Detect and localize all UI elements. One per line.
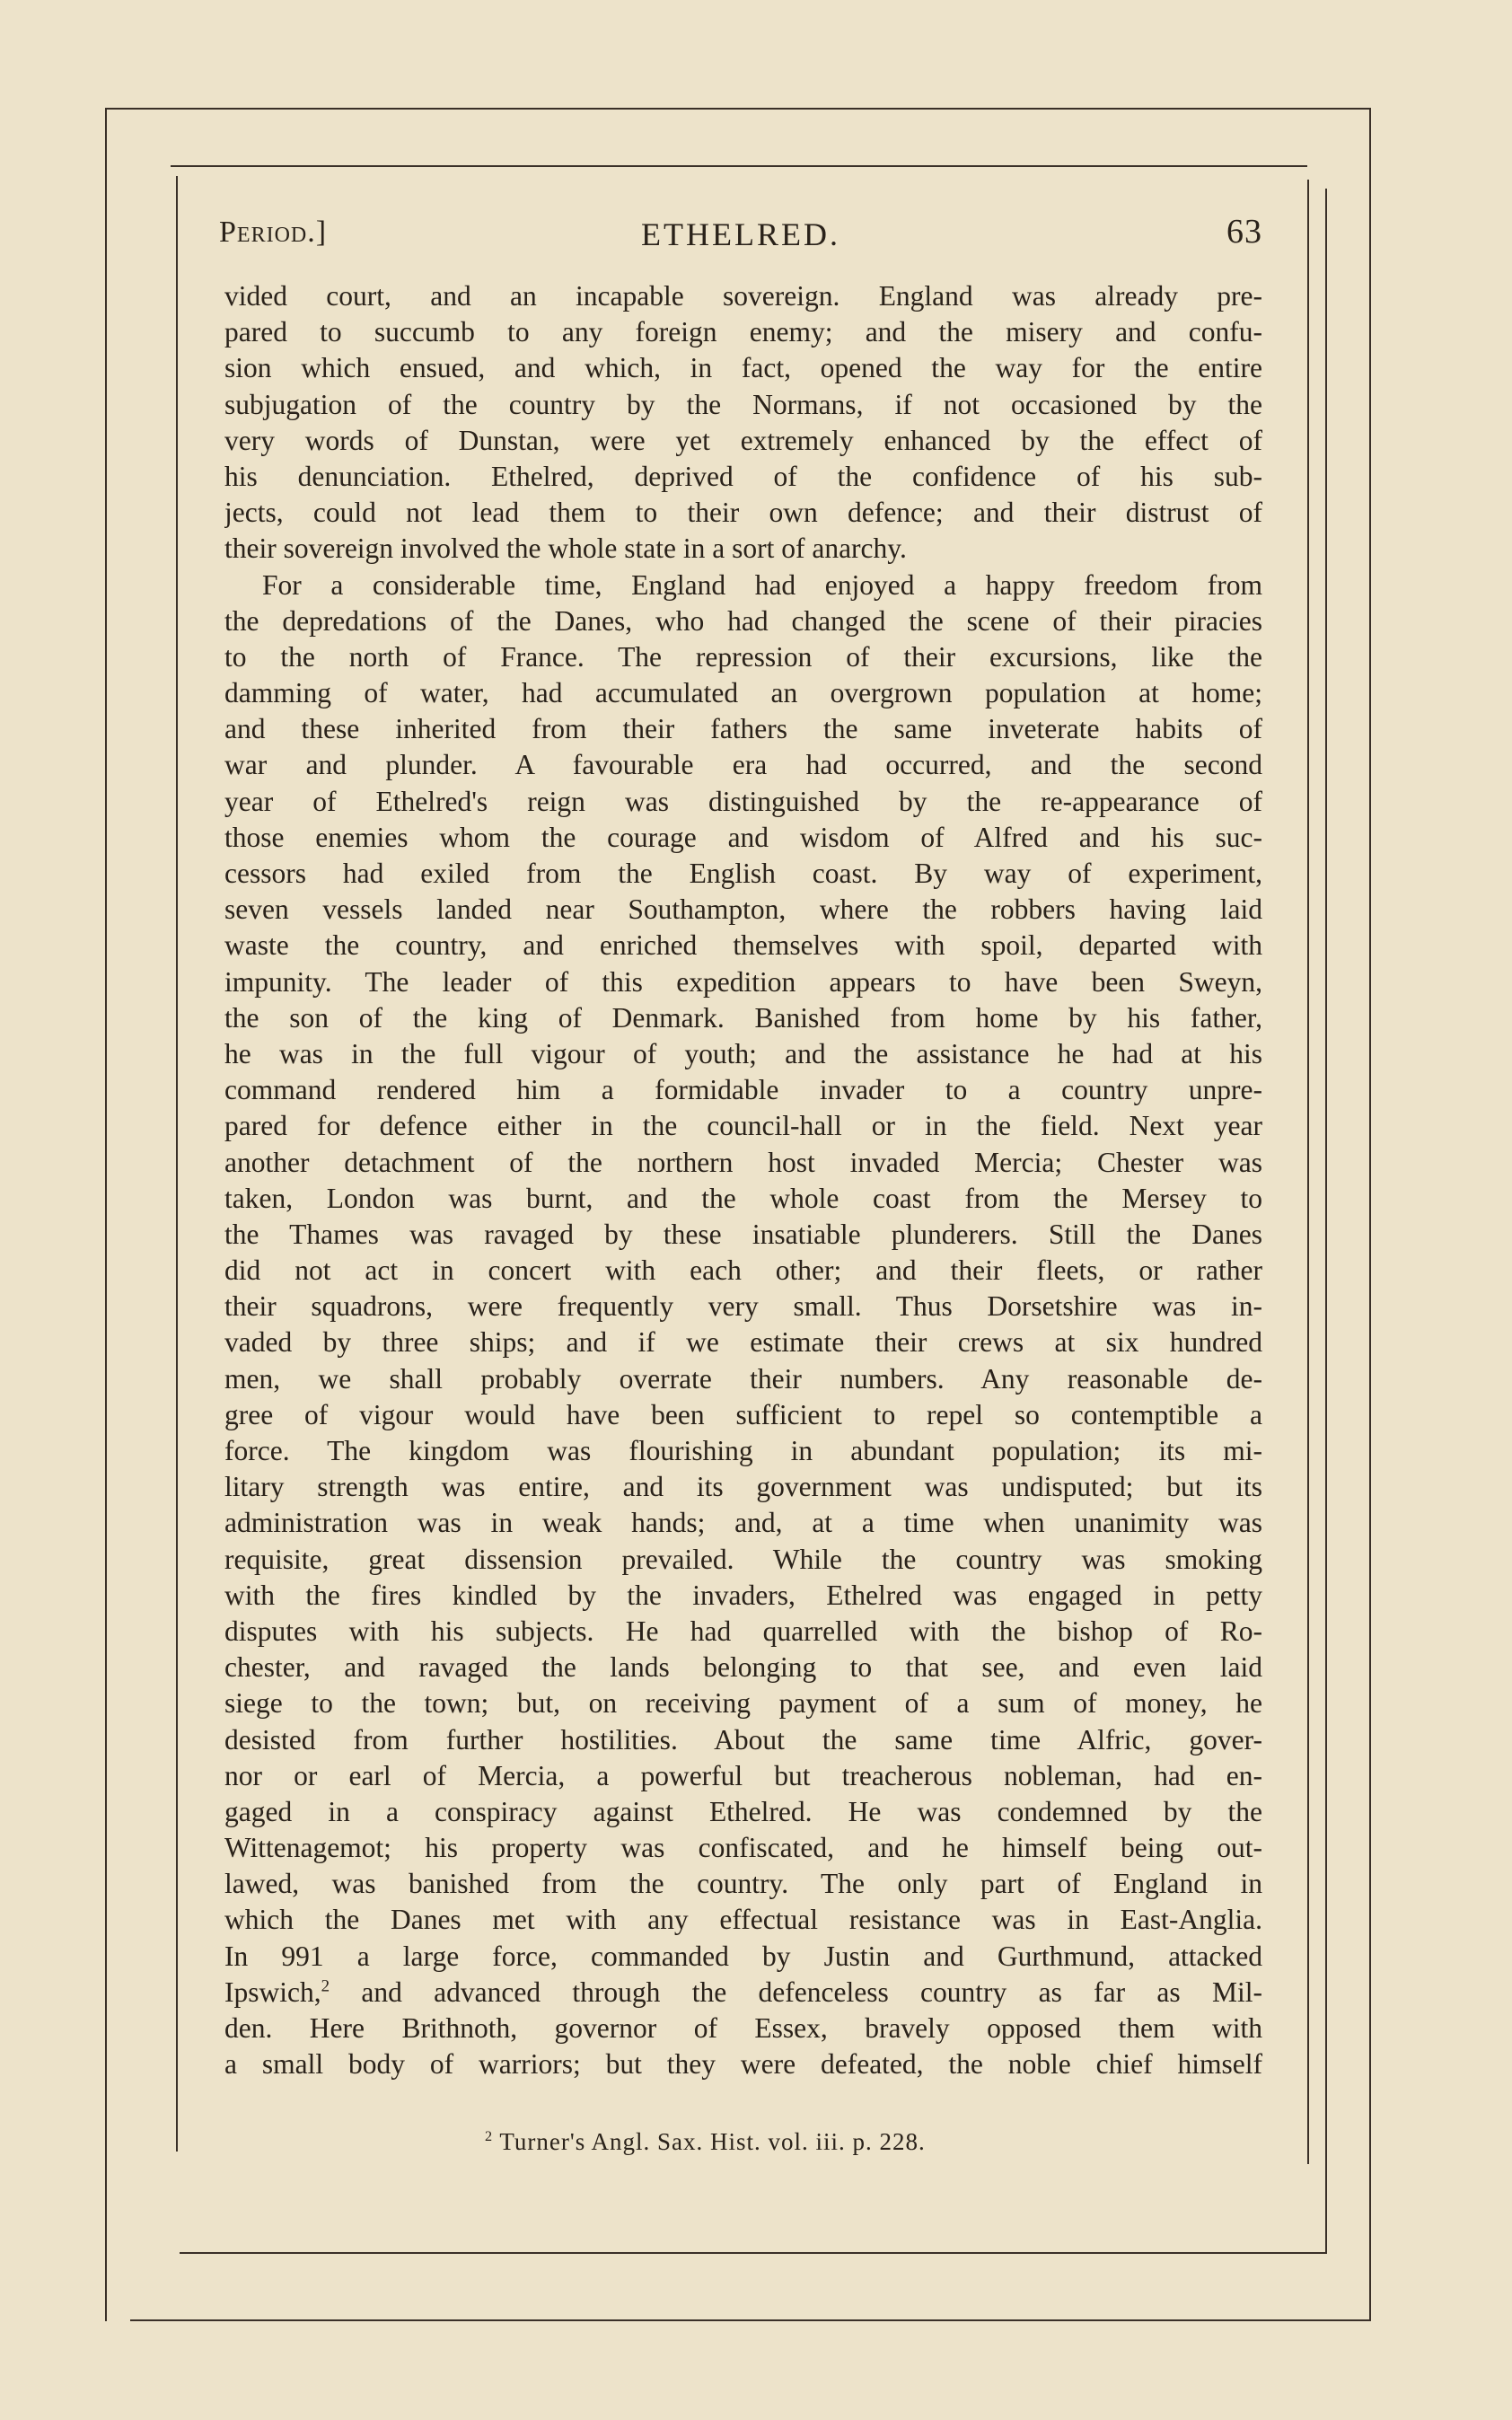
text-line-content: another detachment of the northern host invaded Mercia; Chester was — [224, 1146, 1262, 1178]
text-line-content: very words of Dunstan, were yet extremely enhanced by the effect of — [224, 424, 1262, 456]
text-line-content: requisite, great dissension prevailed. While the country was smoking — [224, 1543, 1262, 1575]
text-line-content: siege to the town; but, on receiving payment of a sum of money, he — [224, 1687, 1262, 1720]
text-line-content: the depredations of the Danes, who had changed the scene of their piracies — [224, 604, 1262, 637]
text-line-content: to the north of France. The repression of their excursions, like the — [224, 640, 1262, 673]
text-line — [224, 1253, 1262, 1289]
text-line-content: nor or earl of Mercia, a powerful but treacherous nobleman, had en- — [224, 1759, 1262, 1791]
text-line — [224, 1975, 1262, 2011]
text-line-content: den. Here Brithnoth, governor of Essex, bravely opposed them with — [224, 2012, 1262, 2044]
text-line — [224, 1108, 1262, 1144]
outer-frame-left-rule — [105, 108, 107, 2321]
text-line — [224, 2046, 1262, 2082]
text-line — [224, 1542, 1262, 1578]
inner-frame-right-rule — [1307, 180, 1309, 2164]
text-line — [224, 1217, 1262, 1253]
text-line-content: he was in the full vigour of youth; and the assistance he had at his — [224, 1037, 1262, 1069]
text-line-content: the son of the king of Denmark. Banished from home by his father, — [224, 1001, 1262, 1034]
body-text — [224, 278, 1262, 2082]
text-line-content: those enemies whom the courage and wisdom of Alfred and his suc- — [224, 821, 1262, 853]
text-line — [224, 495, 1262, 531]
text-line — [224, 1145, 1262, 1181]
text-line — [224, 1361, 1262, 1397]
text-line-content: gree of vigour would have been sufficient to repel so contemptible a — [224, 1398, 1262, 1430]
text-line-content: did not act in concert with each other; and their fleets, or rather — [224, 1254, 1262, 1287]
text-line — [224, 711, 1262, 747]
outer-frame-top-rule — [105, 108, 1371, 110]
text-line — [224, 1036, 1262, 1072]
chapter-title: ETHELRED. — [641, 216, 840, 252]
inner-frame-right-edge-rule — [1325, 189, 1327, 2254]
text-line — [224, 1397, 1262, 1433]
text-line-content: gaged in a conspiracy against Ethelred. He was condemned by the — [224, 1795, 1262, 1827]
text-line — [224, 675, 1262, 711]
text-line-content: men, we shall probably overrate their numbers. Any reasonable de- — [224, 1362, 1262, 1395]
text-line-content: his denunciation. Ethelred, deprived of the confidence of his sub- — [224, 460, 1262, 492]
text-line-content: Wittenagemot; his property was confiscated, and he himself being out- — [224, 1832, 1262, 1864]
text-line — [224, 1072, 1262, 1108]
text-line — [224, 1505, 1262, 1541]
inner-frame-top-rule — [171, 165, 1307, 167]
text-line — [224, 531, 1262, 567]
footnote-reference: 2 — [321, 1976, 330, 1996]
text-line — [224, 1794, 1262, 1830]
text-line — [224, 1902, 1262, 1938]
text-line — [224, 1578, 1262, 1614]
text-line-content: cessors had exiled from the English coast. By way of experiment, — [224, 858, 1262, 889]
text-line — [224, 1722, 1262, 1758]
text-line-content: force. The kingdom was flourishing in abundant population; its mi- — [224, 1435, 1262, 1466]
text-line-content: disputes with his subjects. He had quarrelled with the bishop of Ro- — [224, 1615, 1262, 1647]
text-line — [224, 820, 1262, 856]
running-header — [219, 212, 1262, 255]
text-line-content: damming of water, had accumulated an overgrown population at home; — [224, 677, 1262, 709]
text-line — [224, 784, 1262, 820]
text-line — [224, 1866, 1262, 1902]
text-line — [224, 314, 1262, 350]
text-line — [224, 1758, 1262, 1794]
text-line-content: pared for defence either in the council-hall or in the field. Next year — [224, 1110, 1262, 1142]
text-line-content: war and plunder. A favourable era had occurred, and the second — [224, 749, 1262, 781]
footnote — [485, 2128, 926, 2156]
footnote-marker: 2 — [485, 2128, 494, 2144]
text-line — [224, 459, 1262, 495]
text-line-content: sion which ensued, and which, in fact, opened the way for the entire — [224, 352, 1262, 384]
text-line-content: desisted from further hostilities. About the same time Alfric, gover- — [224, 1723, 1262, 1756]
text-line-content: taken, London was burnt, and the whole coast from the Mersey to — [224, 1182, 1262, 1214]
text-line — [224, 928, 1262, 964]
text-line — [224, 639, 1262, 675]
outer-frame-right-rule — [1369, 108, 1371, 2321]
text-line-content: For a considerable time, England had enjoyed a happy freedom from — [262, 568, 1262, 601]
text-line — [224, 1939, 1262, 1975]
text-line-continuation: and advanced through the defenceless country as far as Mil- — [330, 1976, 1262, 2008]
text-line-content: their squadrons, were frequently very small. Thus Dorsetshire was in- — [224, 1290, 1262, 1323]
footnote-text: Turner's Angl. Sax. Hist. vol. iii. p. 228. — [499, 2128, 926, 2155]
text-line — [224, 387, 1262, 423]
text-line — [224, 1469, 1262, 1505]
text-line — [224, 1324, 1262, 1360]
text-line-content: vaded by three ships; and if we estimate their crews at six hundred — [224, 1326, 1262, 1359]
section-label: Period.] — [219, 216, 328, 249]
text-line — [224, 568, 1262, 603]
text-line — [224, 856, 1262, 892]
text-line-content: command rendered him a formidable invader to a country unpre- — [224, 1074, 1262, 1106]
text-line — [224, 892, 1262, 928]
text-line — [224, 278, 1262, 314]
text-line-content: lawed, was banished from the country. The only part of England in — [224, 1868, 1262, 1900]
text-line — [224, 1650, 1262, 1685]
text-line-content: their sovereign involved the whole state in a sort of anarchy. — [224, 532, 907, 565]
text-line-content: subjugation of the country by the Normans, if not occasioned by the — [224, 388, 1262, 420]
outer-frame-bottom-rule — [130, 2319, 1371, 2321]
text-line-content: In 991 a large force, commanded by Justin and Gurthmund, attacked — [224, 1940, 1262, 1972]
text-line-content: waste the country, and enriched themselves with spoil, departed with — [224, 929, 1262, 962]
text-line-content: seven vessels landed near Southampton, where the robbers having laid — [224, 893, 1262, 926]
text-line — [224, 964, 1262, 1000]
text-line — [224, 1830, 1262, 1866]
text-line — [224, 1000, 1262, 1036]
text-line — [224, 1289, 1262, 1324]
text-line — [224, 747, 1262, 783]
text-line — [224, 1181, 1262, 1217]
text-line-content: which the Danes met with any effectual resistance was in East-Anglia. — [224, 1904, 1262, 1936]
text-line-content: year of Ethelred's reign was distinguished by the re-appearance of — [224, 785, 1262, 817]
text-line — [224, 1433, 1262, 1469]
text-line-content: and these inherited from their fathers the same inveterate habits of — [224, 713, 1262, 745]
text-line-content: pared to succumb to any foreign enemy; and the misery and confu- — [224, 316, 1262, 348]
text-line-content: impunity. The leader of this expedition appears to have been Sweyn, — [224, 965, 1262, 998]
text-line — [224, 1685, 1262, 1721]
text-line — [224, 423, 1262, 459]
text-line-content: litary strength was entire, and its government was undisputed; but its — [224, 1471, 1262, 1503]
text-line-content: chester, and ravaged the lands belonging to that see, and even laid — [224, 1651, 1262, 1684]
text-line — [224, 603, 1262, 639]
text-line — [224, 2011, 1262, 2046]
text-line-content: administration was in weak hands; and, at a time when unanimity was — [224, 1507, 1262, 1539]
text-line — [224, 350, 1262, 386]
text-line-content: jects, could not lead them to their own defence; and their distrust of — [224, 497, 1262, 529]
text-line-content: a small body of warriors; but they were defeated, the noble chief himself — [224, 2048, 1262, 2081]
page-number: 63 — [1226, 213, 1262, 251]
text-line-content: the Thames was ravaged by these insatiable plunderers. Still the Danes — [224, 1218, 1262, 1250]
text-line-content: with the fires kindled by the invaders, Ethelred was engaged in petty — [224, 1579, 1262, 1611]
text-line — [224, 1614, 1262, 1650]
inner-frame-left-rule — [176, 176, 178, 2152]
inner-frame-bottom-rule — [180, 2252, 1327, 2254]
text-line-content: Ipswich, — [224, 1976, 321, 2008]
text-line-content: vided court, and an incapable sovereign. England was already pre- — [224, 280, 1262, 312]
